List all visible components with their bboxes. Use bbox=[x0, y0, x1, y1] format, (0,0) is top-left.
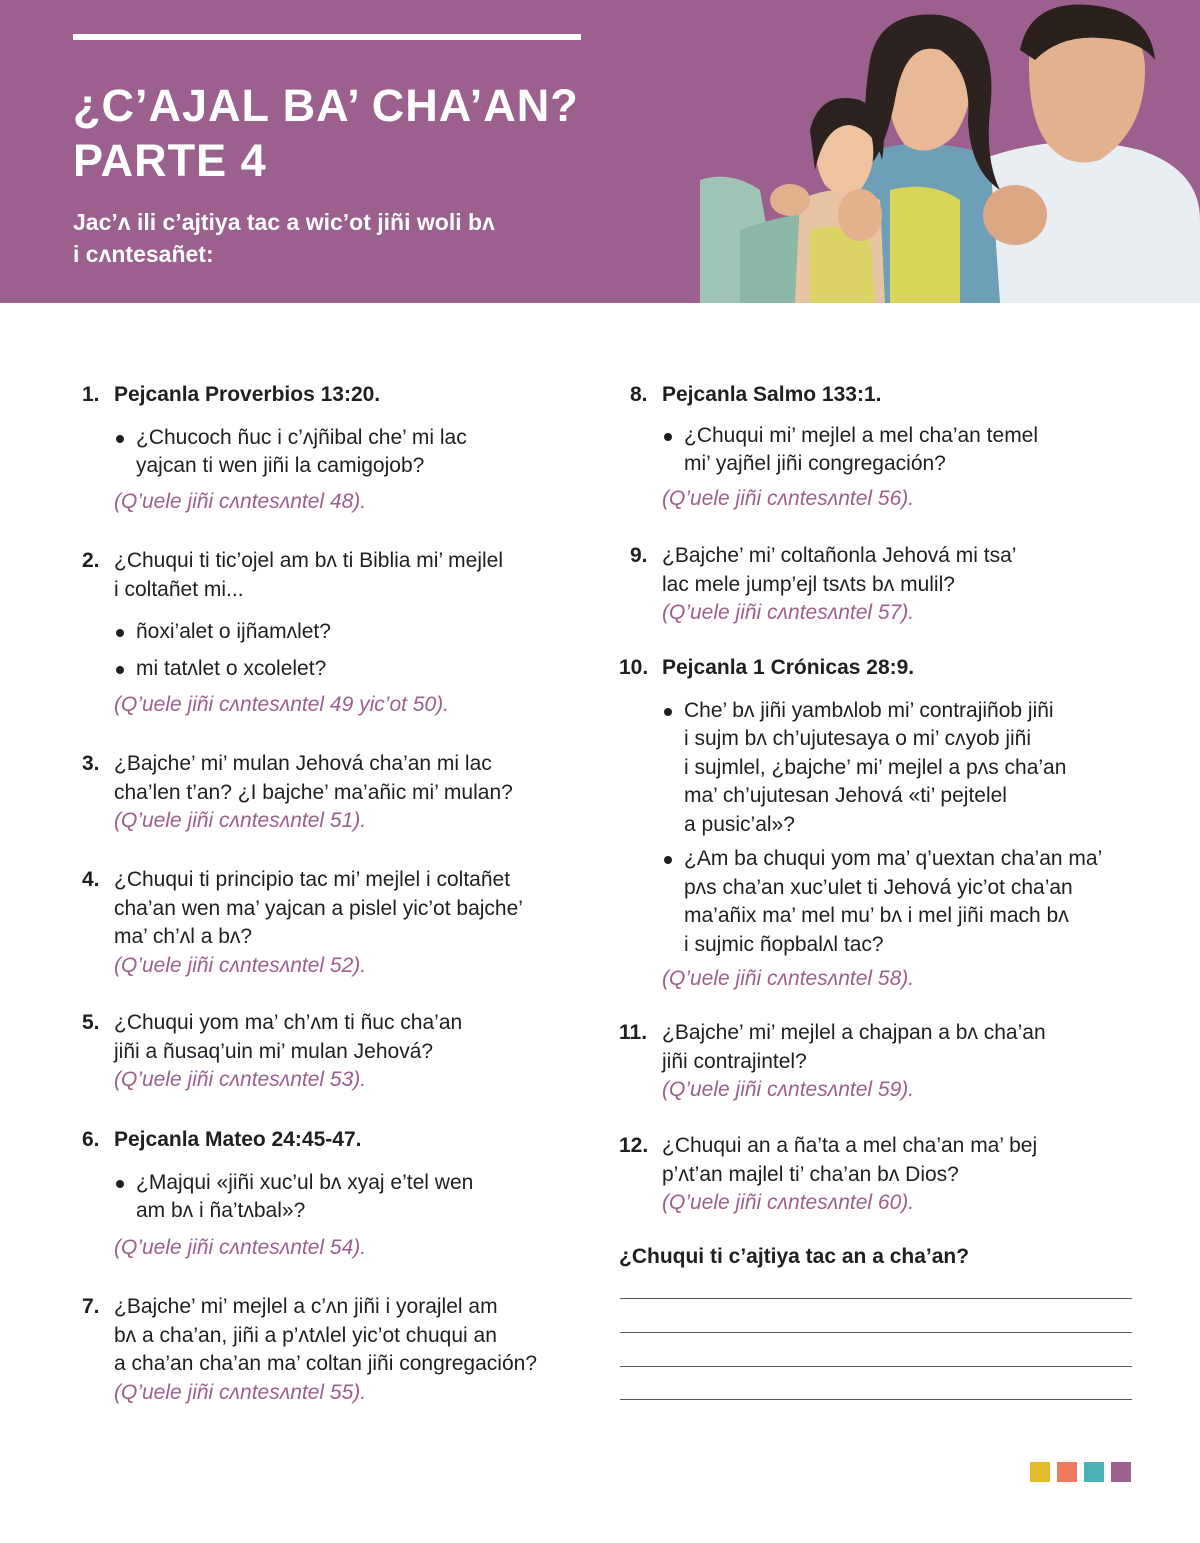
bullet-line: i sujm bʌ ch’ujutesaya o mi’ cʌyob jiñi bbox=[684, 727, 1032, 750]
question-6 bbox=[82, 1126, 582, 1262]
lesson-reference: (Q’uele jiñi cʌntesʌntel 51). bbox=[114, 809, 367, 832]
lesson-reference: (Q’uele jiñi cʌntesʌntel 54). bbox=[114, 1235, 367, 1259]
scripture-instruction: Pejcanla Salmo 133:1. bbox=[662, 383, 882, 406]
question-1 bbox=[82, 381, 582, 516]
bullet-item bbox=[662, 697, 1149, 840]
question-11 bbox=[619, 1019, 1149, 1105]
question-number: 6. bbox=[82, 1128, 100, 1151]
question-line: lac mele jump’ejl tsʌts bʌ mulil? bbox=[662, 572, 955, 596]
answer-line-2[interactable] bbox=[620, 1332, 1132, 1333]
lesson-reference: (Q’uele jiñi cʌntesʌntel 48). bbox=[114, 489, 367, 513]
question-number: 10. bbox=[619, 656, 649, 679]
lesson-reference: (Q’uele jiñi cʌntesʌntel 52). bbox=[114, 953, 367, 977]
color-square-teal bbox=[1084, 1462, 1104, 1482]
question-line: ¿Chuqui ti tic’ojel am bʌ ti Biblia mi’ mejlel bbox=[114, 549, 504, 572]
question-9 bbox=[630, 542, 1150, 628]
question-8 bbox=[630, 381, 1150, 513]
answer-line-4[interactable] bbox=[620, 1399, 1132, 1400]
lesson-reference: (Q’uele jiñi cʌntesʌntel 58). bbox=[662, 967, 915, 990]
lesson-reference: (Q’uele jiñi cʌntesʌntel 49 yic’ot 50). bbox=[114, 693, 449, 716]
bullet-line: am bʌ i ña’tʌbal»? bbox=[136, 1199, 306, 1222]
question-number: 9. bbox=[630, 544, 648, 567]
bullet-line: ¿Chuqui mi’ mejlel a mel cha’an temel bbox=[684, 423, 1039, 447]
question-line: ¿Bajche’ mi’ mulan Jehová cha’an mi lac bbox=[114, 752, 492, 775]
question-line: ¿Bajche’ mi’ mejlel a chajpan a bʌ cha’an bbox=[662, 1021, 1046, 1044]
bullet-item bbox=[662, 845, 1149, 959]
bullet-line: ¿Chucoch ñuc i c’ʌjñibal che’ mi lac bbox=[136, 425, 467, 449]
bullet-item: mi tatʌlet o xcolelet? bbox=[114, 655, 582, 684]
question-number: 7. bbox=[82, 1295, 100, 1318]
question-line: i coltañet mi... bbox=[114, 577, 244, 601]
subtitle-line-1: Jac’ʌ ili c’ajtiya tac a wic’ot jiñi woli bʌ bbox=[73, 209, 495, 235]
question-line: ma’ ch’ʌl a bʌ? bbox=[114, 925, 253, 948]
question-7 bbox=[82, 1293, 592, 1407]
lesson-reference: (Q’uele jiñi cʌntesʌntel 56). bbox=[662, 486, 915, 510]
scripture-instruction: Pejcanla 1 Crónicas 28:9. bbox=[662, 656, 915, 679]
question-number: 3. bbox=[82, 752, 100, 775]
bullet-line: i sujmic ñopbalʌl tac? bbox=[684, 932, 884, 956]
question-4 bbox=[82, 866, 592, 980]
question-number: 1. bbox=[82, 383, 100, 406]
question-line: p’ʌt’an majlel ti’ cha’an bʌ Dios? bbox=[662, 1162, 959, 1186]
bullet-line: yajcan ti wen jiñi la camigojob? bbox=[136, 454, 425, 477]
bullet-line: a pusic’al»? bbox=[684, 812, 795, 836]
bullet-item bbox=[662, 422, 1150, 479]
bullet-line: mi’ yajñel jiñi congregación? bbox=[684, 452, 946, 475]
color-square-orange bbox=[1057, 1462, 1077, 1482]
lesson-reference: (Q’uele jiñi cʌntesʌntel 55). bbox=[114, 1380, 367, 1404]
question-line: a cha’an cha’an ma’ coltan jiñi congregación? bbox=[114, 1352, 537, 1375]
question-line: bʌ a cha’an, jiñi a p’ʌtʌlel yic’ot chuqui an bbox=[114, 1323, 497, 1347]
lesson-reference: (Q’uele jiñi cʌntesʌntel 53). bbox=[114, 1068, 367, 1091]
question-12 bbox=[619, 1132, 1149, 1218]
question-number: 4. bbox=[82, 868, 100, 891]
question-line: cha’an wen ma’ yajcan a pislel yic’ot bajche’ bbox=[114, 896, 523, 920]
bullet-line: ma’añix ma’ mel mu’ bʌ i mel jiñi mach bʌ bbox=[684, 904, 1069, 927]
lesson-reference: (Q’uele jiñi cʌntesʌntel 60). bbox=[662, 1191, 915, 1214]
question-3 bbox=[82, 750, 582, 836]
bullet-line: ¿Majqui «jiñi xuc’ul bʌ xyaj e’tel wen bbox=[136, 1170, 474, 1194]
question-10 bbox=[619, 654, 1149, 994]
title-line-1: ¿C’AJAL BA’ CHA’AN? bbox=[73, 80, 579, 131]
question-line: ¿Chuqui yom ma’ ch’ʌm ti ñuc cha’an bbox=[114, 1011, 463, 1034]
question-number: 11. bbox=[619, 1021, 648, 1044]
question-number: 12. bbox=[619, 1134, 649, 1157]
title-line-2: PARTE 4 bbox=[73, 135, 267, 186]
question-2 bbox=[82, 547, 582, 720]
question-line: ¿Chuqui ti principio tac mi’ mejlel i coltañet bbox=[114, 868, 511, 891]
lesson-reference: (Q’uele jiñi cʌntesʌntel 57). bbox=[662, 601, 915, 624]
bullet-line: ¿Am ba chuqui yom ma’ q’uextan cha’an ma’ bbox=[684, 847, 1103, 870]
question-line: ¿Bajche’ mi’ mejlel a c’ʌn jiñi i yorajlel am bbox=[114, 1295, 498, 1318]
question-line: jiñi contrajintel? bbox=[662, 1049, 807, 1073]
bullet-item bbox=[114, 424, 582, 481]
color-square-yellow bbox=[1030, 1462, 1050, 1482]
lesson-reference: (Q’uele jiñi cʌntesʌntel 59). bbox=[662, 1078, 915, 1101]
question-line: ¿Chuqui an a ña’ta a mel cha’an ma’ bej bbox=[662, 1134, 1038, 1157]
question-line: cha’len t’an? ¿I bajche’ ma’añic mi’ mulan? bbox=[114, 780, 513, 804]
color-square-purple bbox=[1111, 1462, 1131, 1482]
bullet-line: ma’ ch’ujutesan Jehová «ti’ pejtelel bbox=[684, 784, 1007, 807]
scripture-instruction: Pejcanla Proverbios 13:20. bbox=[114, 383, 381, 406]
question-line: jiñi a ñusaq’uin mi’ mulan Jehová? bbox=[114, 1039, 434, 1063]
answer-line-3[interactable] bbox=[620, 1366, 1132, 1367]
subtitle-line-2: i cʌntesañet: bbox=[73, 241, 214, 267]
question-number: 8. bbox=[630, 383, 648, 406]
question-5 bbox=[82, 1009, 582, 1095]
bullet-line: pʌs cha’an xuc’ulet ti Jehová yic’ot cha’an bbox=[684, 875, 1073, 899]
bullet-item: ñoxi’alet o ijñamʌlet? bbox=[114, 618, 582, 647]
bullet-line: i sujmlel, ¿bajche’ mi’ mejlel a pʌs cha’an bbox=[684, 755, 1067, 779]
bullet-line: Che’ bʌ jiñi yambʌlob mi’ contrajiñob jiñi bbox=[684, 698, 1054, 722]
bullet-item bbox=[114, 1169, 582, 1226]
question-number: 5. bbox=[82, 1011, 100, 1034]
your-questions-heading: ¿Chuqui ti c’ajtiya tac an a cha’an? bbox=[619, 1245, 970, 1268]
question-line: ¿Bajche’ mi’ coltañonla Jehová mi tsa’ bbox=[662, 544, 1017, 567]
question-number: 2. bbox=[82, 549, 100, 572]
scripture-instruction: Pejcanla Mateo 24:45-47. bbox=[114, 1128, 362, 1151]
answer-line-1[interactable] bbox=[620, 1298, 1132, 1299]
